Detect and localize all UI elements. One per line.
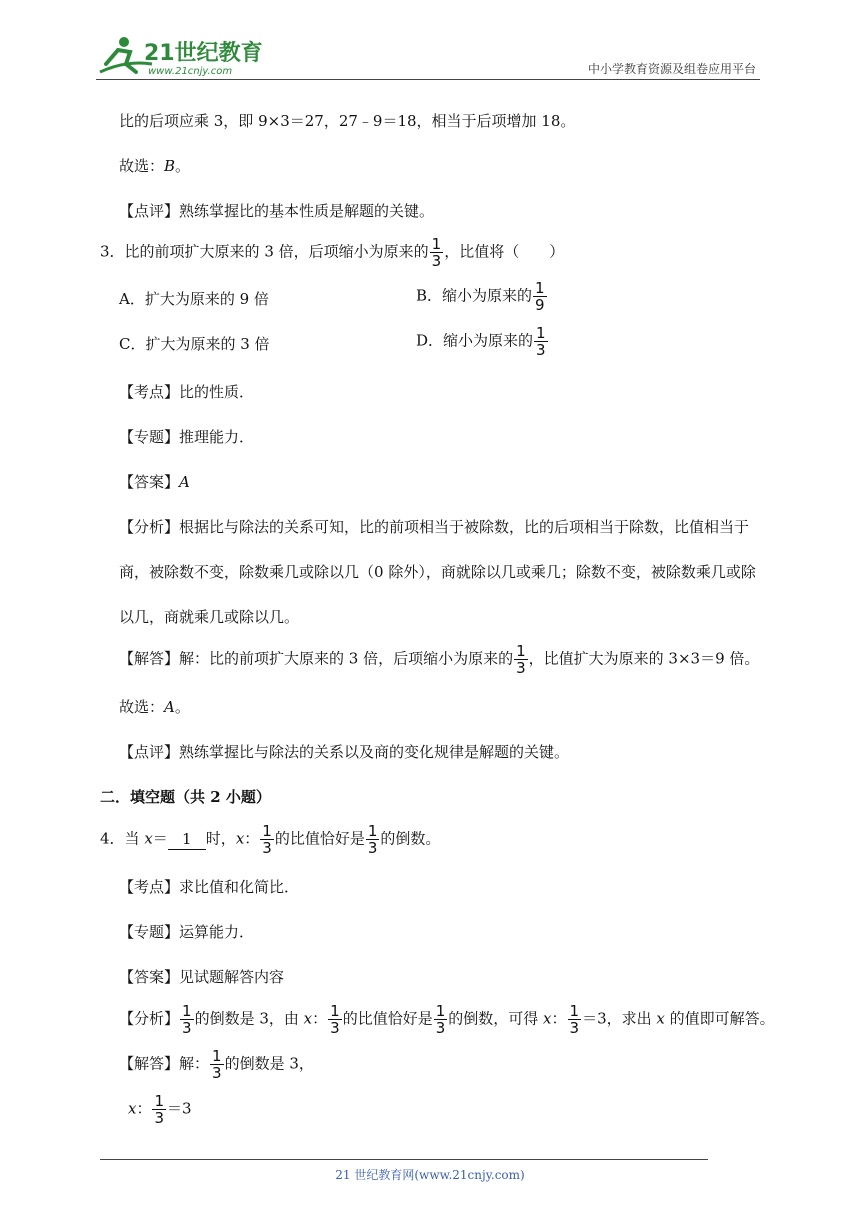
answer-blank[interactable]: 1	[168, 829, 206, 850]
fraction: $\frac{1}{3}$	[569, 1002, 580, 1037]
fraction: $\frac{1}{3}$	[330, 1002, 340, 1037]
q3-analysis-line-3: 以几，商就乘几或除以几。	[119, 608, 300, 626]
q2-solution-line: 比的后项应乘 3，即 9×3＝27，27﹣9＝18，相当于后项增加 18。	[119, 112, 576, 130]
q3-analysis-line-2: 商，被除数不变，除数乘几或除以几（0 除外），商就除以几或乘几；除数不变，被除数乘几或除	[119, 563, 756, 581]
section-title: 二．填空题（共 2 小题）	[100, 788, 271, 806]
fraction: $\frac{1}{9}$	[535, 279, 545, 314]
q4-equation: x： $\frac{1}{3}$ ＝3	[128, 1092, 192, 1127]
q4-kaodian: 【考点】求比值和化简比．	[119, 878, 300, 896]
q4-stem: 4．当 x＝ 1 时，x： $\frac{1}{3}$ 的比值恰好是 $\frac{1}{3}$ 的倒数。	[100, 822, 441, 857]
fraction: $\frac{1}{3}$	[182, 1002, 192, 1037]
platform-name: 中小学教育资源及组卷应用平台	[587, 62, 756, 76]
q3-solution: 【解答】解：比的前项扩大原来的 3 倍，后项缩小为原来的 $\frac{1}{3}$ ，比值扩大为原来的 3×3＝9 倍。	[119, 642, 760, 677]
q3-answer: 【答案】A	[119, 473, 190, 491]
fraction: $\frac{1}{3}$	[431, 235, 442, 270]
footer-link[interactable]: 21 世纪教育网(www.21cnjy.com)	[335, 1168, 525, 1182]
fraction: $\frac{1}{3}$	[154, 1092, 165, 1127]
fraction: $\frac{1}{3}$	[536, 324, 546, 359]
fraction: $\frac{1}{3}$	[367, 822, 378, 857]
q3-option-c: C．扩大为原来的 3 倍	[119, 335, 270, 353]
q4-zhuanti: 【专题】运算能力．	[119, 923, 255, 941]
site-logo	[96, 34, 266, 78]
q2-answer-line: 故选：B。	[119, 157, 191, 175]
q3-choice: 故选：A。	[119, 698, 190, 716]
svg-text:21世纪教育: 21世纪教育	[144, 41, 263, 66]
q4-solution: 【解答】解： $\frac{1}{3}$ 的倒数是 3，	[119, 1047, 314, 1082]
q3-comment: 【点评】熟练掌握比与除法的关系以及商的变化规律是解题的关键。	[119, 743, 570, 761]
q3-zhuanti: 【专题】推理能力．	[119, 428, 255, 446]
fraction: $\frac{1}{3}$	[435, 1002, 446, 1037]
runner-logo-icon	[96, 34, 266, 78]
q3-analysis-line-1: 【分析】根据比与除法的关系可知，比的前项相当于被除数，比的后项相当于除数，比值相当于	[119, 518, 750, 536]
q3-option-b: B．缩小为原来的 $\frac{1}{9}$	[416, 279, 545, 314]
q4-analysis: 【分析】 $\frac{1}{3}$ 的倒数是 3，由 x： $\frac{1}{3}$ 的比值恰好是 $\frac{1}{3}$ 的倒数，可得 x： $\frac{1}{3}$ ＝3，求出 x 的值即可解答。	[119, 1002, 775, 1037]
q2-comment: 【点评】熟练掌握比的基本性质是解题的关键。	[119, 202, 435, 220]
q3-option-d: D．缩小为原来的 $\frac{1}{3}$	[416, 324, 546, 359]
footer-divider	[100, 1159, 708, 1160]
q3-option-a: A．扩大为原来的 9 倍	[119, 290, 269, 308]
q3-stem: 3．比的前项扩大原来的 3 倍，后项缩小为原来的 $\frac{1}{3}$ ，比值将（ ）	[100, 235, 565, 270]
svg-text:www.21cnjy.com: www.21cnjy.com	[148, 66, 233, 77]
q4-answer: 【答案】见试题解答内容	[119, 968, 285, 986]
q3-kaodian: 【考点】比的性质．	[119, 383, 255, 401]
fraction: $\frac{1}{3}$	[212, 1047, 222, 1082]
fraction: $\frac{1}{3}$	[516, 642, 526, 677]
fraction: $\frac{1}{3}$	[262, 822, 272, 857]
header-divider	[96, 79, 760, 80]
